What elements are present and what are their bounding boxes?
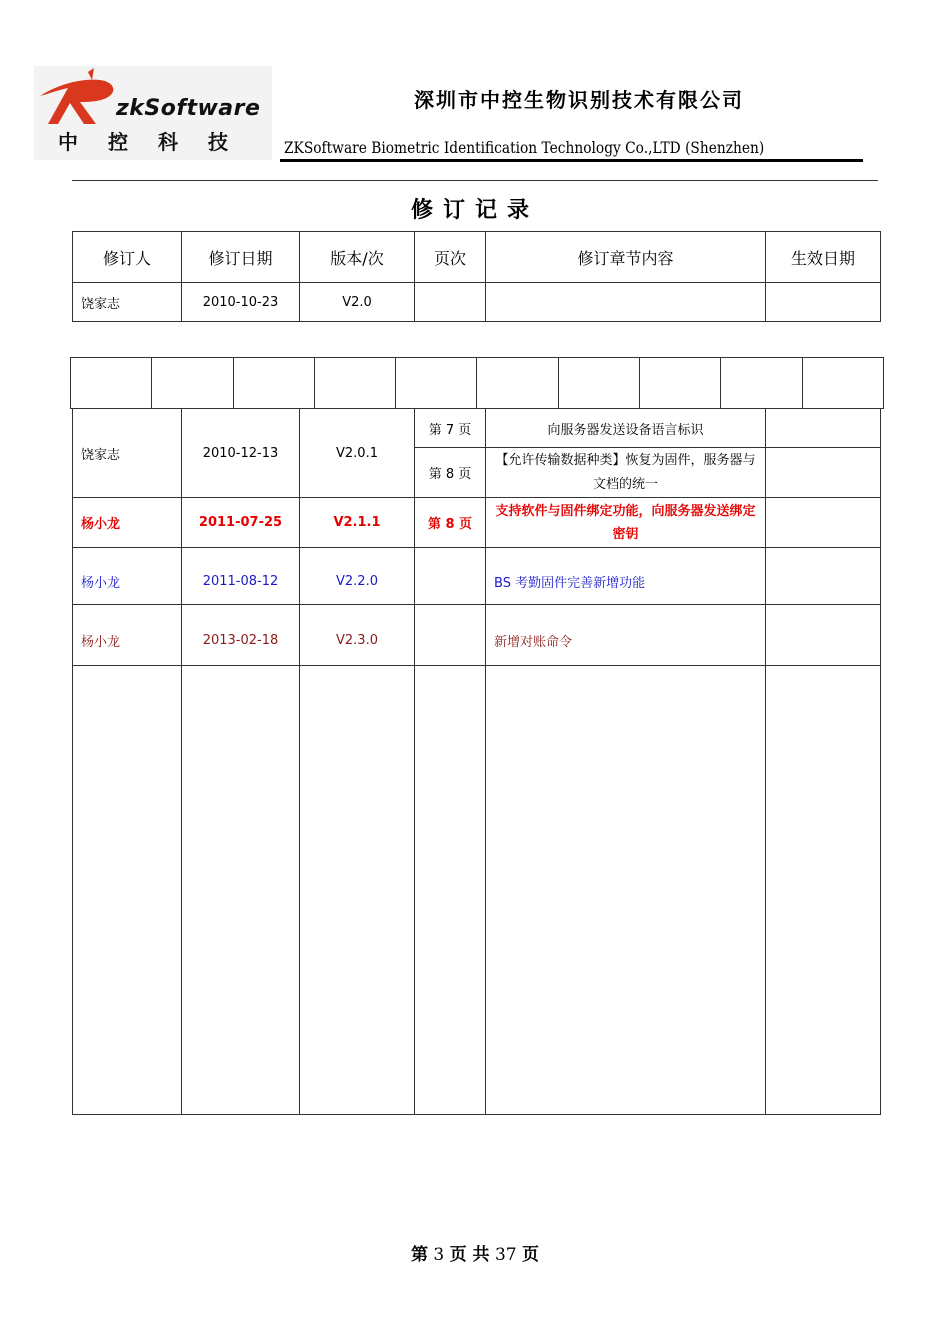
- blank-cell: [233, 358, 314, 409]
- header-author: 修订人: [73, 232, 182, 283]
- empty-cell: [766, 666, 881, 1115]
- logo-wordmark: zkSoftware: [116, 96, 261, 121]
- cell-effective-date: [766, 448, 881, 498]
- cell-page: 第 8 页: [415, 448, 486, 498]
- cell-version: V2.3.0: [300, 605, 415, 666]
- table-row-empty: [73, 666, 881, 1115]
- page-footer: [0, 1240, 950, 1265]
- blank-cell: [396, 358, 477, 409]
- header-effective-date: 生效日期: [766, 232, 881, 283]
- cell-page: 第 7 页: [415, 409, 486, 448]
- cell-date: 2011-07-25: [182, 498, 300, 548]
- cell-page: [415, 605, 486, 666]
- cell-version: V2.2.0: [300, 548, 415, 605]
- cell-version: V2.0.1: [300, 409, 415, 498]
- footer-total-pages: 37: [494, 1245, 517, 1265]
- footer-page-number: 3: [433, 1245, 445, 1265]
- table-row: [73, 283, 881, 322]
- blank-cell: [314, 358, 395, 409]
- cell-effective-date: [766, 548, 881, 605]
- empty-cell: [73, 666, 182, 1115]
- cell-date: 2011-08-12: [182, 548, 300, 605]
- table-row: [73, 548, 881, 605]
- cell-content: 向服务器发送设备语言标识: [486, 409, 766, 448]
- history-table: [72, 408, 881, 1115]
- cell-author: 饶家志: [73, 283, 182, 322]
- cell-version: V2.0: [300, 283, 415, 322]
- page-title: 修订记录: [410, 197, 539, 223]
- logo-chinese-name: 中控科技: [58, 130, 258, 154]
- empty-cell: [182, 666, 300, 1115]
- cell-date: 2013-02-18: [182, 605, 300, 666]
- blank-cell: [71, 358, 152, 409]
- cell-author: 饶家志: [73, 409, 182, 498]
- cell-content: 新增对账命令: [486, 605, 766, 666]
- cell-page: 第 8 页: [415, 498, 486, 548]
- empty-cell: [300, 666, 415, 1115]
- table-row: [73, 409, 881, 448]
- empty-cell: [415, 666, 486, 1115]
- cell-effective-date: [766, 409, 881, 448]
- cell-author: 杨小龙: [73, 548, 182, 605]
- cell-version: V2.1.1: [300, 498, 415, 548]
- company-name-chinese: 深圳市中控生物识别技术有限公司: [414, 88, 744, 112]
- cell-author: 杨小龙: [73, 605, 182, 666]
- blank-cell: [152, 358, 233, 409]
- table-row: [73, 498, 881, 548]
- header-rule-thick: [280, 159, 863, 162]
- cell-content: BS 考勤固件完善新增功能: [486, 548, 766, 605]
- cell-effective-date: [766, 498, 881, 548]
- header-content: 修订章节内容: [486, 232, 766, 283]
- cell-content: [486, 283, 766, 322]
- cell-author: 杨小龙: [73, 498, 182, 548]
- revision-table-header: [73, 232, 881, 283]
- header-version: 版本/次: [300, 232, 415, 283]
- cell-date: 2010-12-13: [182, 409, 300, 498]
- header-date: 修订日期: [182, 232, 300, 283]
- header-page: 页次: [415, 232, 486, 283]
- company-name-english: ZKSoftware Biometric Identification Technology Co.,LTD (Shenzhen): [284, 138, 765, 157]
- cell-content: 【允许传输数据种类】恢复为固件，服务器与文档的统一: [486, 448, 766, 498]
- blank-cell: [477, 358, 558, 409]
- cell-content: 支持软件与固件绑定功能，向服务器发送绑定密钥: [486, 498, 766, 548]
- revision-table: [72, 231, 881, 322]
- footer-prefix: 第: [410, 1245, 428, 1265]
- header-rule-thin: [72, 180, 878, 181]
- table-row: [73, 605, 881, 666]
- cell-page: [415, 283, 486, 322]
- footer-suffix: 页: [522, 1245, 539, 1265]
- blank-cell: [802, 358, 883, 409]
- cell-page: [415, 548, 486, 605]
- footer-middle: 页 共: [449, 1245, 490, 1265]
- blank-cell: [640, 358, 721, 409]
- cell-effective-date: [766, 605, 881, 666]
- company-logo: [34, 66, 272, 160]
- cell-date: 2010-10-23: [182, 283, 300, 322]
- blank-grid-row: [70, 357, 884, 409]
- empty-cell: [486, 666, 766, 1115]
- blank-cell: [721, 358, 802, 409]
- blank-cell: [558, 358, 639, 409]
- cell-effective-date: [766, 283, 881, 322]
